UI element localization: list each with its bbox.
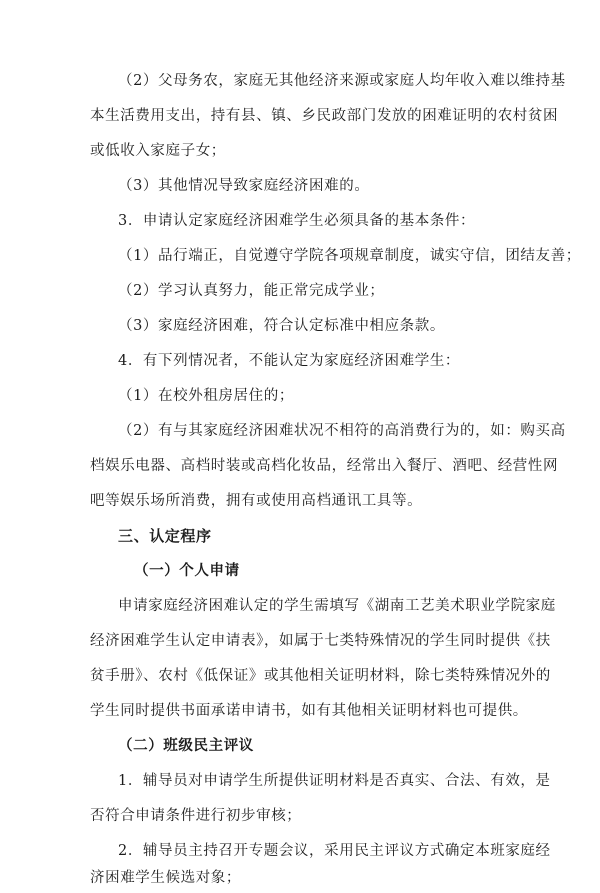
paragraph-line: 济困难学生候选对象；	[90, 870, 241, 886]
paragraph-line: （2）父母务农，家庭无其他经济来源或家庭人均年收入难以维持基	[118, 73, 566, 89]
paragraph-line: （1）品行端正，自觉遵守学院各项规章制度，诚实守信，团结友善；	[118, 248, 581, 264]
paragraph-line: 1．辅导员对申请学生所提供证明材料是否真实、合法、有效，是	[118, 773, 551, 789]
paragraph-line: 档娱乐电器、高档时装或高档化妆品，经常出入餐厅、酒吧、经营性网	[90, 458, 559, 474]
paragraph-line: （2）有与其家庭经济困难状况不相符的高消费行为的，如：购买高	[118, 423, 566, 439]
subsection-heading: （二）班级民主评议	[118, 737, 254, 754]
paragraph-line: 否符合申请条件进行初步审核；	[90, 808, 302, 824]
section-heading: 三、认定程序	[118, 527, 212, 545]
paragraph-line: 吧等娱乐场所消费，拥有或使用高档通讯工具等。	[90, 493, 423, 509]
paragraph-line: （2）学习认真努力，能正常完成学业；	[118, 283, 385, 299]
paragraph-line: 经济困难学生认定申请表》，如属于七类特殊情况的学生同时提供《扶	[90, 633, 551, 649]
paragraph-line: 贫手册》、农村《低保证》或其他相关证明材料，除七类特殊情况外的	[90, 668, 551, 684]
paragraph-line: 2．辅导员主持召开专题会议，采用民主评议方式确定本班家庭经	[118, 843, 551, 859]
paragraph-line: 申请家庭经济困难认定的学生需填写《湖南工艺美术职业学院家庭	[118, 598, 556, 614]
paragraph-line: （3）其他情况导致家庭经济困难的。	[118, 178, 370, 194]
paragraph-line: 3．申请认定家庭经济困难学生必须具备的基本条件：	[118, 213, 476, 229]
paragraph-line: 4．有下列情况者，不能认定为家庭经济困难学生：	[118, 353, 461, 369]
paragraph-line: （3）家庭经济困难，符合认定标准中相应条款。	[118, 318, 445, 334]
subsection-heading: （一）个人申请	[134, 562, 240, 579]
paragraph-line: 学生同时提供书面承诺申请书，如有其他相关证明材料也可提供。	[90, 703, 528, 719]
paragraph-line: （1）在校外租房居住的；	[118, 388, 294, 404]
paragraph-line: 或低收入家庭子女；	[90, 143, 226, 159]
paragraph-line: 本生活费用支出，持有县、镇、乡民政部门发放的困难证明的农村贫困	[90, 108, 559, 124]
